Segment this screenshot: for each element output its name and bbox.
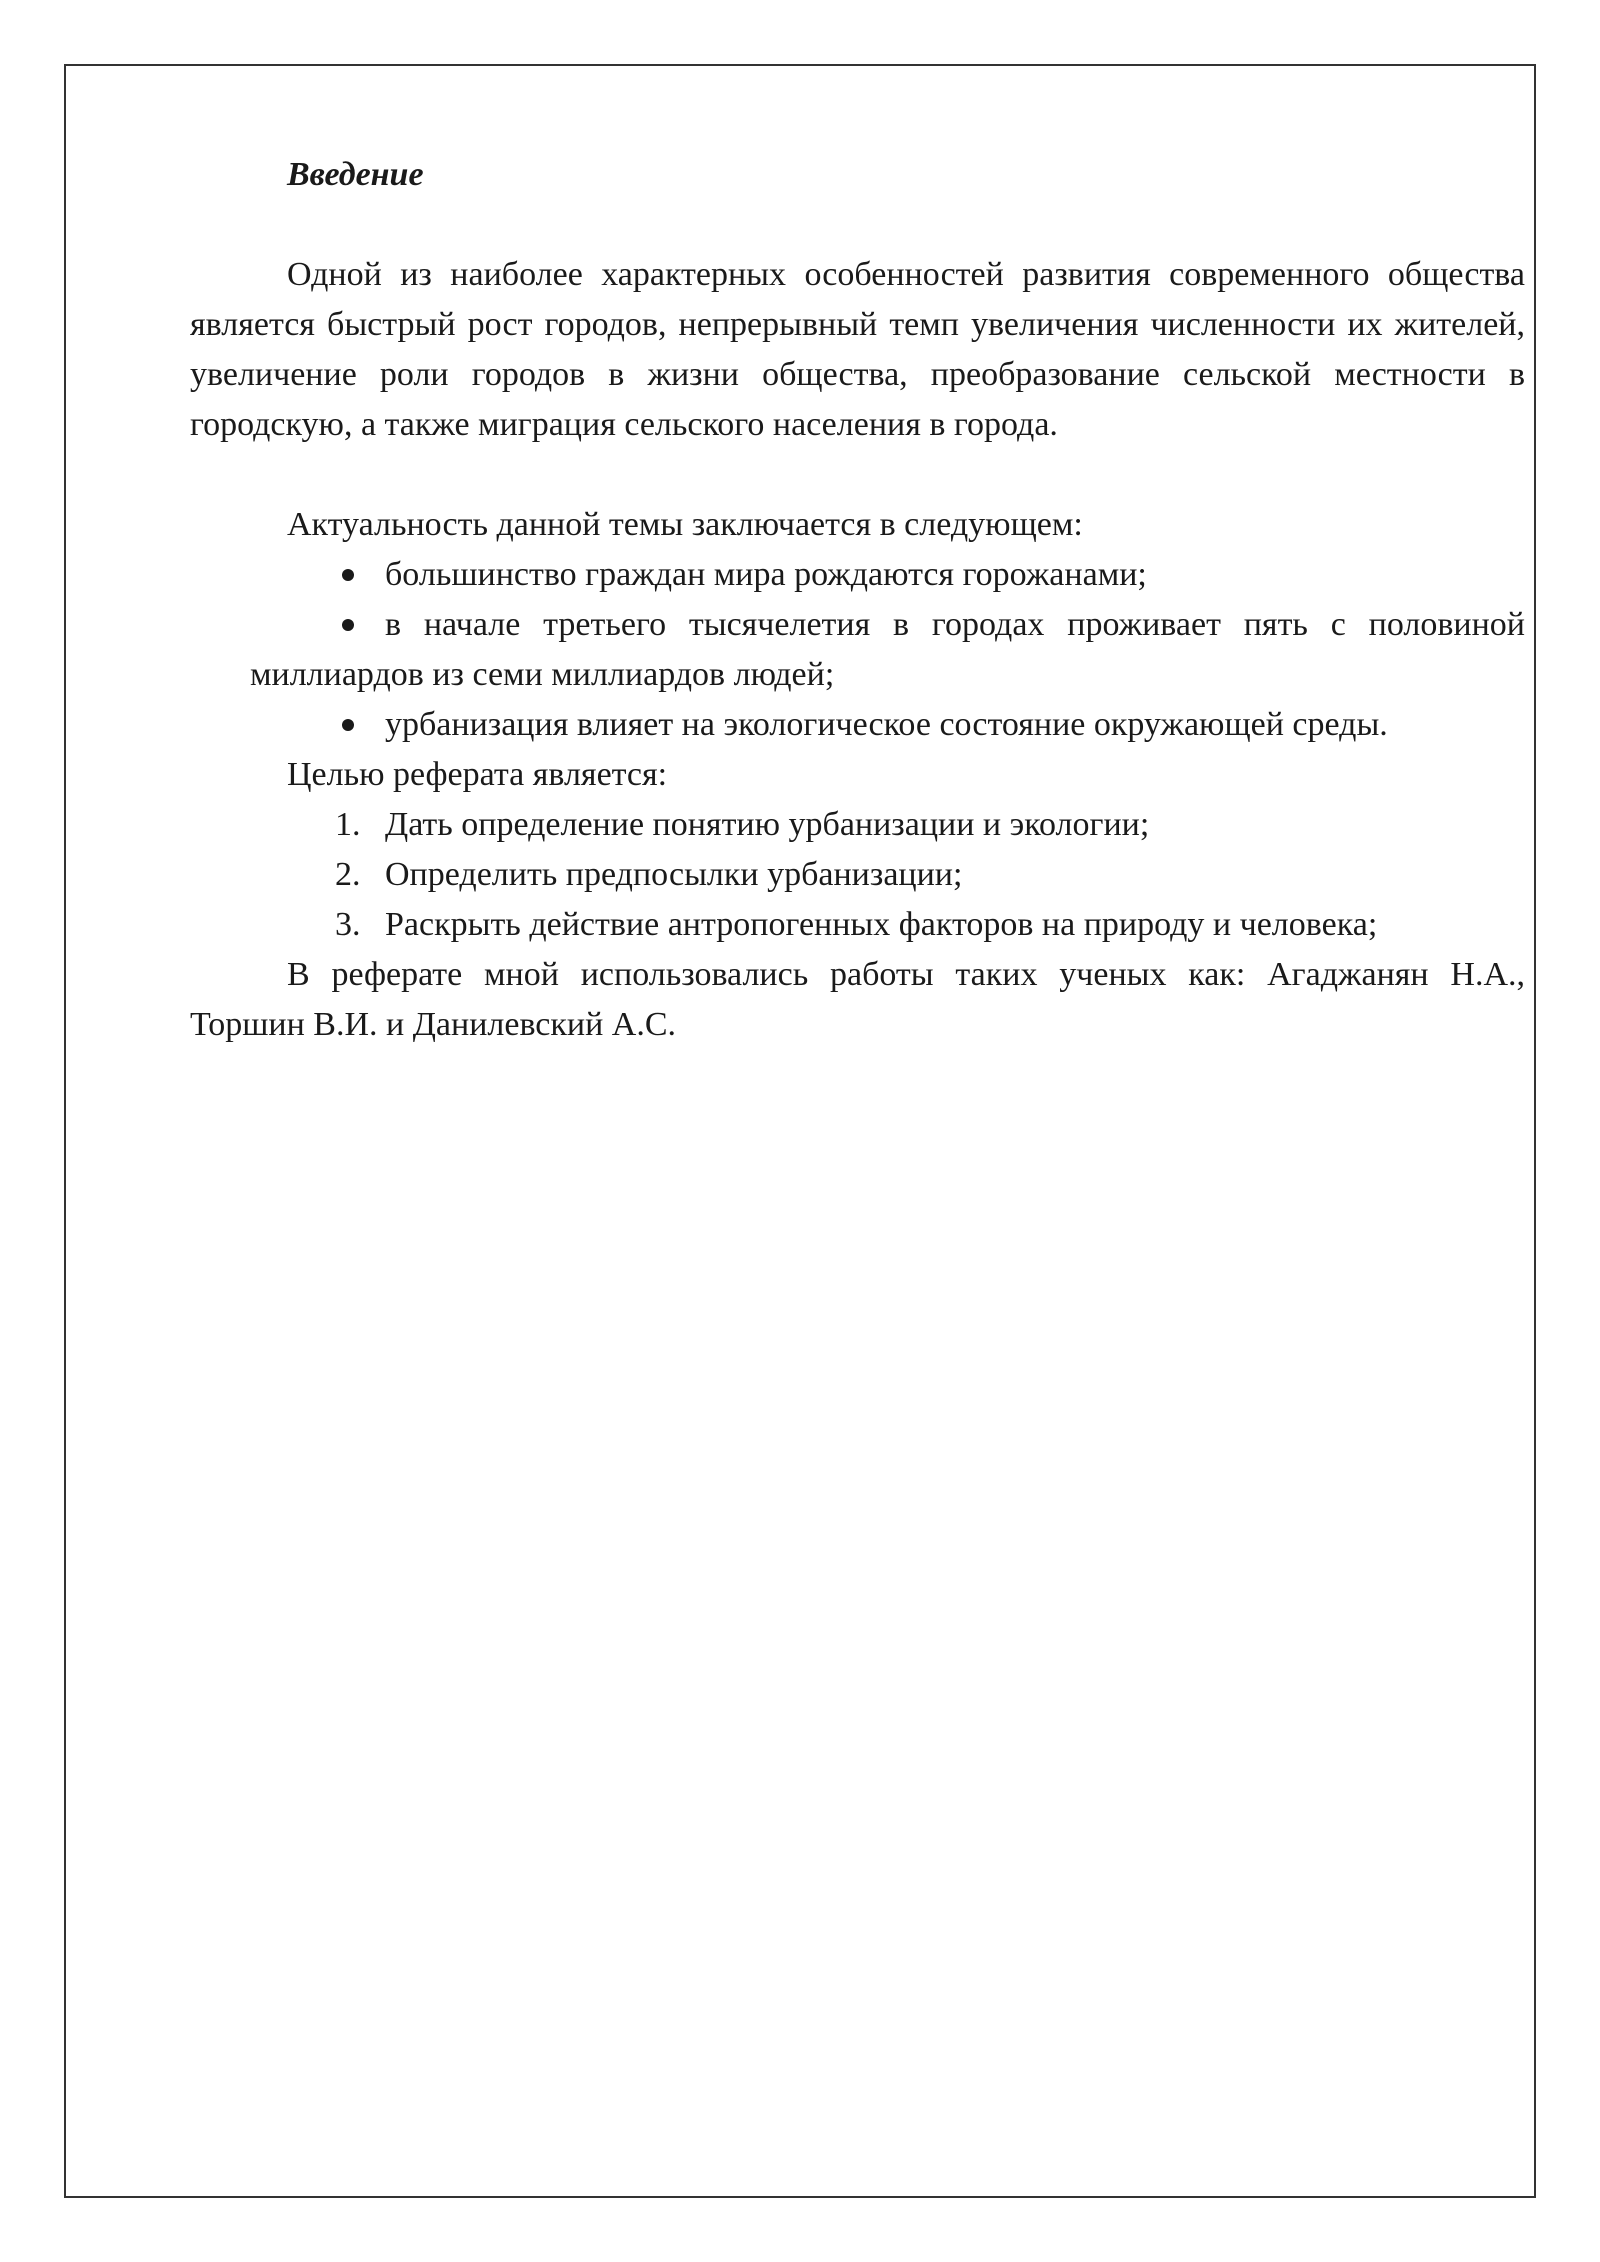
bullet-marker — [342, 719, 354, 731]
goal-item: Дать определение понятию урбанизации и экологии; — [385, 806, 1150, 843]
relevance-intro: Актуальность данной темы заключается в следующем: — [287, 506, 1083, 543]
bullet-item: урбанизация влияет на экологическое состояние окружающей среды. — [385, 706, 1388, 743]
list-number: 2. — [335, 856, 361, 893]
list-number: 3. — [335, 906, 361, 943]
sources-paragraph: В реферате мной использовались работы таких ученых как: Агаджанян Н.А., Торшин В.И. и Данилевский А.С. — [190, 956, 1525, 1043]
goal-item: Раскрыть действие антропогенных факторов на природу и человека; — [385, 906, 1378, 943]
bullet-item: в начале третьего тысячелетия в городах проживает пять с половиной миллиардов из семи миллиардов людей; — [250, 606, 1525, 693]
bullet-marker — [342, 569, 354, 581]
section-heading: Введение — [287, 156, 424, 193]
bullet-item: большинство граждан мира рождаются горожанами; — [385, 556, 1147, 593]
list-number: 1. — [335, 806, 361, 843]
intro-paragraph: Одной из наиболее характерных особенностей развития современного общества является быстрый рост городов, непрерывный темп увеличения численности их жителей, увеличение роли городов в жизни общества, преобразование сельской местности в городскую, а также миграция сельского населения в города. — [190, 256, 1525, 443]
goal-intro: Целью реферата является: — [287, 756, 668, 793]
goal-item: Определить предпосылки урбанизации; — [385, 856, 963, 893]
